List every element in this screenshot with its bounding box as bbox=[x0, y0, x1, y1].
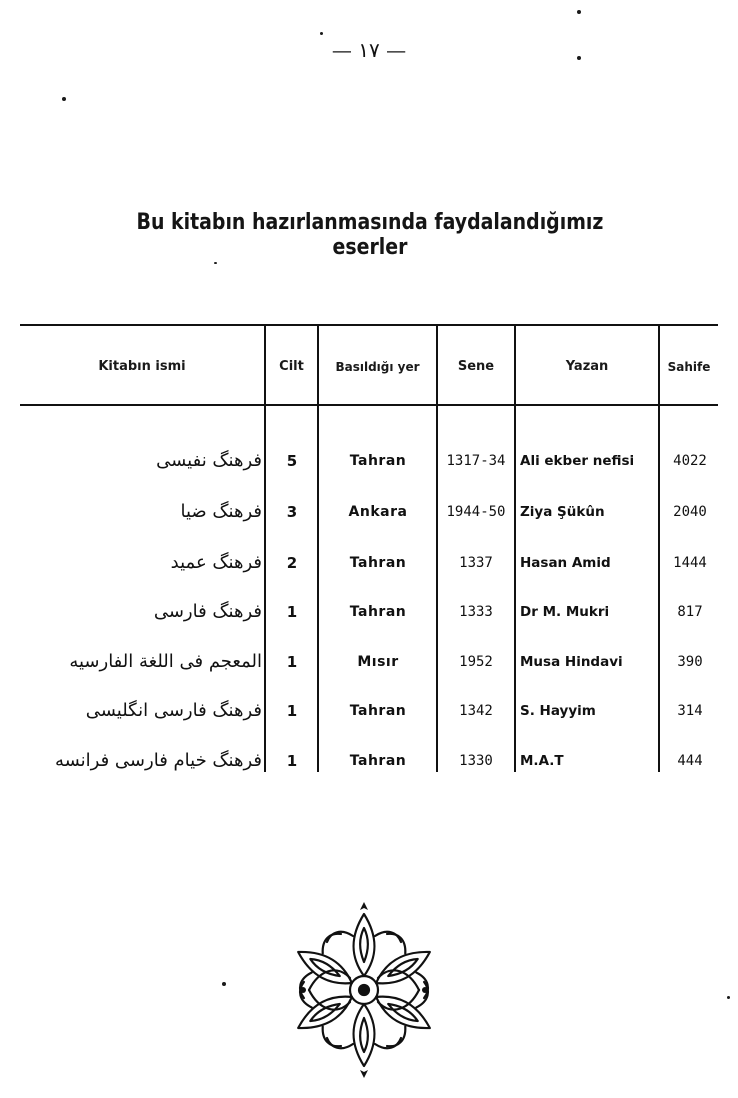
volume-count: 3 bbox=[286, 503, 298, 521]
scan-speck bbox=[727, 996, 730, 999]
header-sene: Sene bbox=[457, 359, 495, 374]
volume-count: 1 bbox=[286, 752, 298, 770]
volume-count: 5 bbox=[286, 452, 298, 470]
page-count: 444 bbox=[677, 753, 703, 769]
book-name: فرهنگ عمید bbox=[170, 552, 262, 573]
book-name: فرهنگ فارسی bbox=[153, 601, 262, 622]
table-header-rule bbox=[20, 404, 718, 406]
scan-speck bbox=[214, 262, 217, 264]
year: 1330 bbox=[459, 753, 493, 769]
header-basildigi-yer: Basıldığı yer bbox=[335, 360, 420, 374]
volume-count: 2 bbox=[286, 554, 298, 572]
print-place: Tahran bbox=[349, 555, 407, 571]
author: S. Hayyim bbox=[520, 703, 596, 719]
print-place: Tahran bbox=[349, 604, 407, 620]
volume-count: 1 bbox=[286, 653, 298, 671]
header-yazan: Yazan bbox=[565, 359, 609, 374]
arabesque-ornament-icon bbox=[289, 900, 439, 1080]
author: Hasan Amid bbox=[520, 555, 611, 571]
print-place: Ankara bbox=[348, 504, 408, 520]
page-count: 390 bbox=[677, 654, 703, 670]
year: 1337 bbox=[459, 555, 493, 571]
print-place: Mısır bbox=[357, 654, 399, 670]
scan-speck bbox=[62, 97, 66, 101]
book-name: فرهنگ ضیا bbox=[180, 501, 262, 522]
page-count: 2040 bbox=[673, 504, 707, 520]
table-row bbox=[20, 686, 718, 736]
table-row bbox=[20, 736, 718, 786]
year: 1342 bbox=[459, 703, 493, 719]
table-top-rule bbox=[20, 324, 718, 326]
header-sahife: Sahife bbox=[667, 360, 711, 374]
author: M.A.T bbox=[520, 753, 564, 769]
header-cilt: Cilt bbox=[279, 359, 304, 374]
book-name: فرهنگ خیام فارسی فرانسه bbox=[54, 750, 262, 771]
book-name: فرهنگ نفیسی bbox=[156, 450, 262, 471]
book-name: المعجم فی اللغة الفارسیه bbox=[69, 651, 262, 672]
book-name: فرهنگ فارسی انگلیسی bbox=[85, 700, 262, 721]
year: 1333 bbox=[459, 604, 493, 620]
volume-count: 1 bbox=[286, 702, 298, 720]
page-count: 817 bbox=[677, 604, 703, 620]
table-row bbox=[20, 587, 718, 637]
print-place: Tahran bbox=[349, 753, 407, 769]
scan-speck bbox=[577, 56, 581, 60]
print-place: Tahran bbox=[349, 453, 407, 469]
page-count: 1444 bbox=[673, 555, 707, 571]
volume-count: 1 bbox=[286, 603, 298, 621]
scan-speck bbox=[320, 32, 323, 35]
author: Dr M. Mukri bbox=[520, 604, 610, 620]
page-count: 4022 bbox=[673, 453, 707, 469]
table-row bbox=[20, 487, 718, 537]
table-row bbox=[20, 436, 718, 486]
page-count: 314 bbox=[677, 703, 703, 719]
header-kitabin-ismi: Kitabın ismi bbox=[98, 359, 186, 374]
table-row bbox=[20, 538, 718, 588]
sources-table bbox=[20, 322, 718, 772]
print-place: Tahran bbox=[349, 703, 407, 719]
table-row bbox=[20, 637, 718, 687]
year: 1952 bbox=[459, 654, 493, 670]
scan-speck bbox=[222, 982, 226, 986]
page-title: Bu kitabın hazırlanmasında faydalandığımız eserler bbox=[136, 210, 604, 260]
year: 1317-34 bbox=[446, 453, 506, 469]
page-number: — ١٧ — bbox=[331, 38, 407, 62]
author: Ali ekber nefisi bbox=[520, 453, 635, 469]
scan-speck bbox=[577, 10, 581, 14]
author: Ziya Şükûn bbox=[520, 504, 605, 520]
year: 1944-50 bbox=[446, 504, 506, 520]
author: Musa Hindavi bbox=[520, 654, 623, 670]
